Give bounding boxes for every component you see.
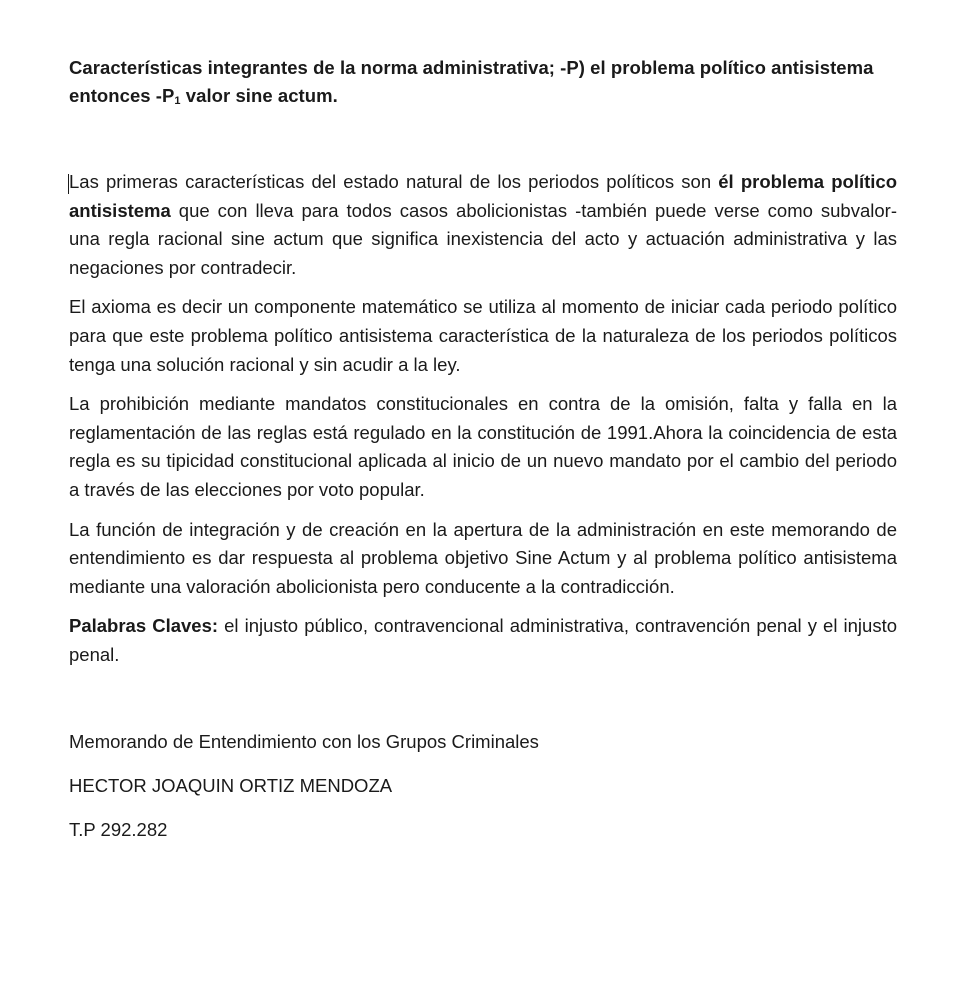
text-cursor [68, 174, 69, 194]
keywords-label: Palabras Claves: [69, 615, 219, 637]
keywords-text: el injusto público, contravencional administrativa, contravención penal y el injusto penal. [69, 615, 897, 665]
document-page [69, 54, 897, 844]
paragraph-2: El axioma es decir un componente matemático se utiliza al momento de iniciar cada periodo político para que este problema político antisistema característica de la naturaleza de los periodos políticos tenga una solución racional y sin acudir a la ley. [69, 296, 897, 375]
paragraph-3: La prohibición mediante mandatos constitucionales en contra de la omisión, falta y falla en la reglamentación de las reglas está regulado en la constitución de 1991.Ahora la coincidencia de esta regla es su tipicidad constitucional aplicada al inicio de un nuevo mandato por el cambio del periodo a través de las elecciones por voto popular. [69, 393, 897, 500]
document-title [69, 54, 897, 110]
paragraph-1[interactable] [69, 168, 897, 282]
keywords-paragraph [69, 612, 897, 669]
professional-card-number: T.P 292.282 [69, 818, 168, 840]
title-main: Características integrantes de la norma administrativa; -P) el problema político antisistema entonces -P [69, 57, 874, 106]
paragraph-1-text-a: Las primeras características del estado natural de los periodos políticos son [69, 171, 719, 192]
memo-title-line: Memorando de Entendimiento con los Grupos Criminales [69, 730, 539, 752]
title-end: valor sine actum. [180, 85, 338, 106]
paragraph-1-text-b: que con lleva para todos casos abolicionistas -también puede verse como subvalor- una regla racional sine actum que significa inexistencia del acto y actuación administrativa y las negaciones por contradecir. [69, 199, 897, 278]
author-name: HECTOR JOAQUIN ORTIZ MENDOZA [69, 774, 393, 796]
paragraph-4: La función de integración y de creación en la apertura de la administración en este memorando de entendimiento es dar respuesta al problema objetivo Sine Actum y al problema político antisistema mediante una valoración abolicionista pero conducente a la contradicción. [69, 518, 897, 597]
paragraph-1-bold: él problema político antisistema [69, 171, 898, 221]
title-subscript: 1 [174, 95, 181, 107]
